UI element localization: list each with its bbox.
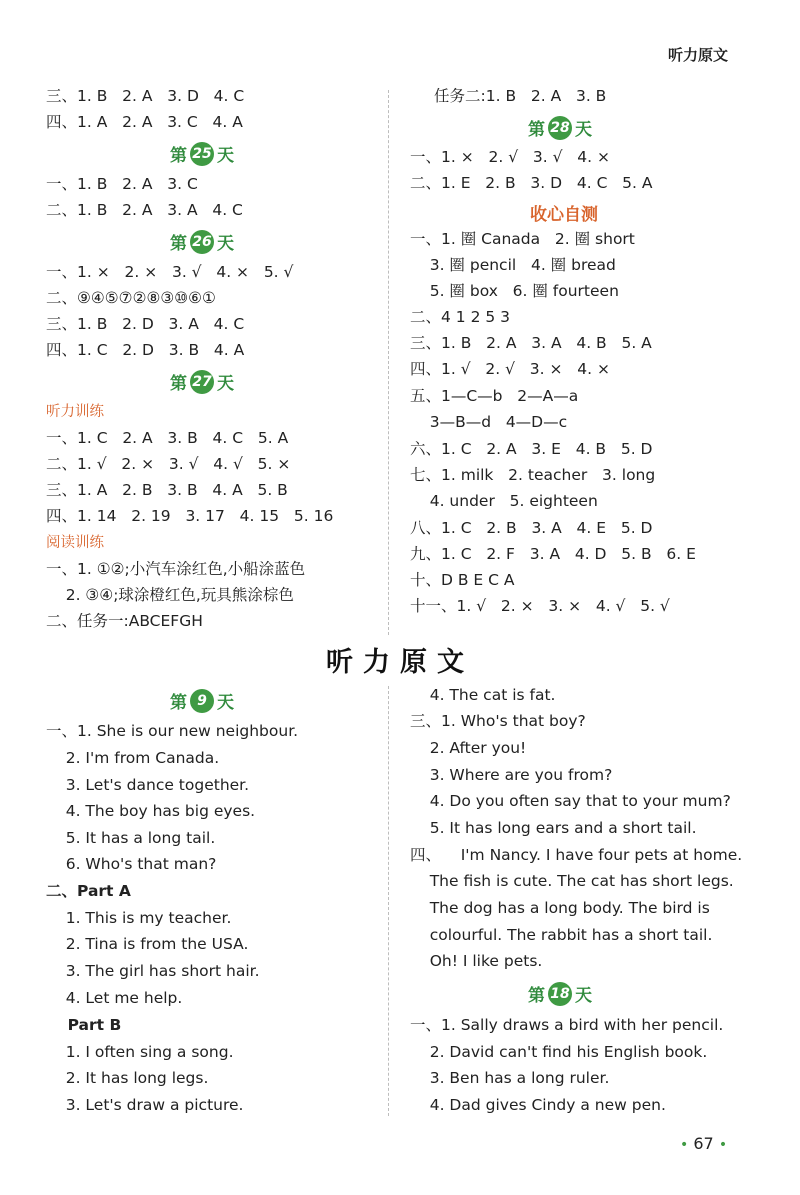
answer-line: 4. under 5. eighteen	[410, 492, 598, 510]
answer-line: 任务二:1. B 2. A 3. B	[434, 87, 607, 105]
answer-line: 二、⑨④⑤⑦②⑧③⑩⑥①	[46, 289, 216, 307]
answer-line: 四、1. A 2. A 3. C 4. A	[46, 113, 243, 131]
answer-line: 四、1. 14 2. 19 3. 17 4. 15 5. 16	[46, 507, 334, 525]
day-heading-26	[170, 229, 234, 254]
bullet-icon: •	[680, 1137, 689, 1153]
day-number-badge: 26	[190, 230, 214, 254]
transcript-line: Part B	[46, 1016, 122, 1034]
transcript-line: 3. Where are you from?	[410, 766, 613, 784]
answer-line: 一、1. ①②;小汽车涂红色,小船涂蓝色	[46, 560, 306, 578]
transcript-line: 4. The cat is fat.	[410, 686, 556, 704]
day-suffix: 天	[217, 374, 234, 394]
day-prefix: 第	[170, 234, 187, 254]
answer-line: 一、1. B 2. A 3. C	[46, 175, 198, 193]
section-label-reading: 阅读训练	[46, 535, 104, 551]
transcript-line: 4. Do you often say that to your mum?	[410, 792, 731, 810]
answer-line: 二、任务一:ABCEFGH	[46, 612, 203, 630]
answer-line: 十、D B E C A	[410, 571, 515, 589]
page-number-value: 67	[693, 1134, 714, 1153]
transcript-line: The dog has a long body. The bird is	[410, 899, 710, 917]
transcript-line: 5. It has long ears and a short tail.	[410, 819, 697, 837]
day-heading-9	[170, 688, 234, 713]
answer-line: 三、1. B 2. A 3. A 4. B 5. A	[410, 334, 652, 352]
transcript-line: 1. This is my teacher.	[46, 909, 232, 927]
answer-line: 三、1. A 2. B 3. B 4. A 5. B	[46, 481, 288, 499]
answer-line: 三、1. B 2. D 3. A 4. C	[46, 315, 245, 333]
transcript-line: 4. Dad gives Cindy a new pen.	[410, 1096, 666, 1114]
day-heading-25	[170, 141, 234, 166]
transcript-line: 3. The girl has short hair.	[46, 962, 260, 980]
column-divider-top	[388, 90, 389, 635]
transcript-line: Oh! I like pets.	[410, 952, 543, 970]
transcript-line: 2. David can't find his English book.	[410, 1043, 708, 1061]
day-number-badge: 9	[190, 689, 214, 713]
answer-line: 二、1. B 2. A 3. A 4. C	[46, 201, 243, 219]
page-number	[680, 1134, 727, 1153]
bullet-icon: •	[718, 1137, 728, 1153]
column-divider-bottom	[388, 686, 389, 1116]
transcript-line: 4. The boy has big eyes.	[46, 802, 256, 820]
answer-line: 二、1. E 2. B 3. D 4. C 5. A	[410, 174, 653, 192]
transcript-line: 2. I'm from Canada.	[46, 749, 220, 767]
answer-line: 3—B—d 4—D—c	[410, 413, 568, 431]
transcript-line: 三、1. Who's that boy?	[410, 712, 586, 730]
transcript-line: 二、Part A	[46, 882, 131, 900]
answer-line: 一、1. × 2. √ 3. √ 4. ×	[410, 148, 610, 166]
answer-line: 5. 圈 box 6. 圈 fourteen	[410, 282, 619, 300]
day-suffix: 天	[575, 120, 592, 140]
running-header: 听力原文	[668, 46, 729, 64]
answer-line: 一、1. C 2. A 3. B 4. C 5. A	[46, 429, 289, 447]
transcript-line: 四、 I'm Nancy. I have four pets at home.	[410, 846, 743, 864]
transcript-line: 4. Let me help.	[46, 989, 183, 1007]
section-label-listening: 听力训练	[46, 404, 104, 420]
answer-line: 一、1. 圈 Canada 2. 圈 short	[410, 230, 635, 248]
day-prefix: 第	[170, 146, 187, 166]
answer-line: 二、4 1 2 5 3	[410, 308, 511, 326]
transcript-line: 3. Let's draw a picture.	[46, 1096, 244, 1114]
answer-line: 十一、1. √ 2. × 3. × 4. √ 5. √	[410, 597, 670, 615]
day-heading-18	[528, 981, 592, 1006]
transcript-line: 1. I often sing a song.	[46, 1043, 234, 1061]
day-suffix: 天	[217, 693, 234, 713]
day-suffix: 天	[217, 146, 234, 166]
transcript-line: 一、1. Sally draws a bird with her pencil.	[410, 1016, 724, 1034]
transcript-line: 一、1. She is our new neighbour.	[46, 722, 299, 740]
day-number-badge: 28	[548, 116, 572, 140]
day-prefix: 第	[528, 120, 545, 140]
day-heading-28	[528, 115, 592, 140]
answer-line: 四、1. C 2. D 3. B 4. A	[46, 341, 245, 359]
day-prefix: 第	[170, 374, 187, 394]
answer-line: 2. ③④;球涂橙红色,玩具熊涂棕色	[46, 586, 294, 604]
day-heading-27	[170, 369, 234, 394]
answer-line: 八、1. C 2. B 3. A 4. E 5. D	[410, 519, 653, 537]
transcript-line: colourful. The rabbit has a short tail.	[410, 926, 713, 944]
day-number-badge: 25	[190, 142, 214, 166]
day-prefix: 第	[170, 693, 187, 713]
answer-line: 九、1. C 2. F 3. A 4. D 5. B 6. E	[410, 545, 696, 563]
answer-line: 一、1. × 2. × 3. √ 4. × 5. √	[46, 263, 294, 281]
answer-line: 七、1. milk 2. teacher 3. long	[410, 466, 656, 484]
answer-line: 六、1. C 2. A 3. E 4. B 5. D	[410, 440, 653, 458]
answer-line: 三、1. B 2. A 3. D 4. C	[46, 87, 245, 105]
answer-line: 3. 圈 pencil 4. 圈 bread	[410, 256, 616, 274]
answer-line: 四、1. √ 2. √ 3. × 4. ×	[410, 360, 610, 378]
day-number-badge: 18	[548, 982, 572, 1006]
transcript-line: 2. Tina is from the USA.	[46, 935, 249, 953]
transcript-line: 3. Let's dance together.	[46, 776, 250, 794]
self-test-heading: 收心自测	[530, 205, 598, 225]
transcript-line: 6. Who's that man?	[46, 855, 217, 873]
transcript-line: 5. It has a long tail.	[46, 829, 216, 847]
day-number-badge: 27	[190, 370, 214, 394]
answer-line: 五、1—C—b 2—A—a	[410, 387, 579, 405]
day-suffix: 天	[575, 986, 592, 1006]
transcript-line: 2. It has long legs.	[46, 1069, 209, 1087]
transcript-line: 2. After you!	[410, 739, 527, 757]
day-prefix: 第	[528, 986, 545, 1006]
answer-line: 二、1. √ 2. × 3. √ 4. √ 5. ×	[46, 455, 291, 473]
transcript-title: 听力原文	[326, 647, 474, 678]
transcript-line: 3. Ben has a long ruler.	[410, 1069, 610, 1087]
day-suffix: 天	[217, 234, 234, 254]
transcript-line: The fish is cute. The cat has short legs.	[410, 872, 734, 890]
